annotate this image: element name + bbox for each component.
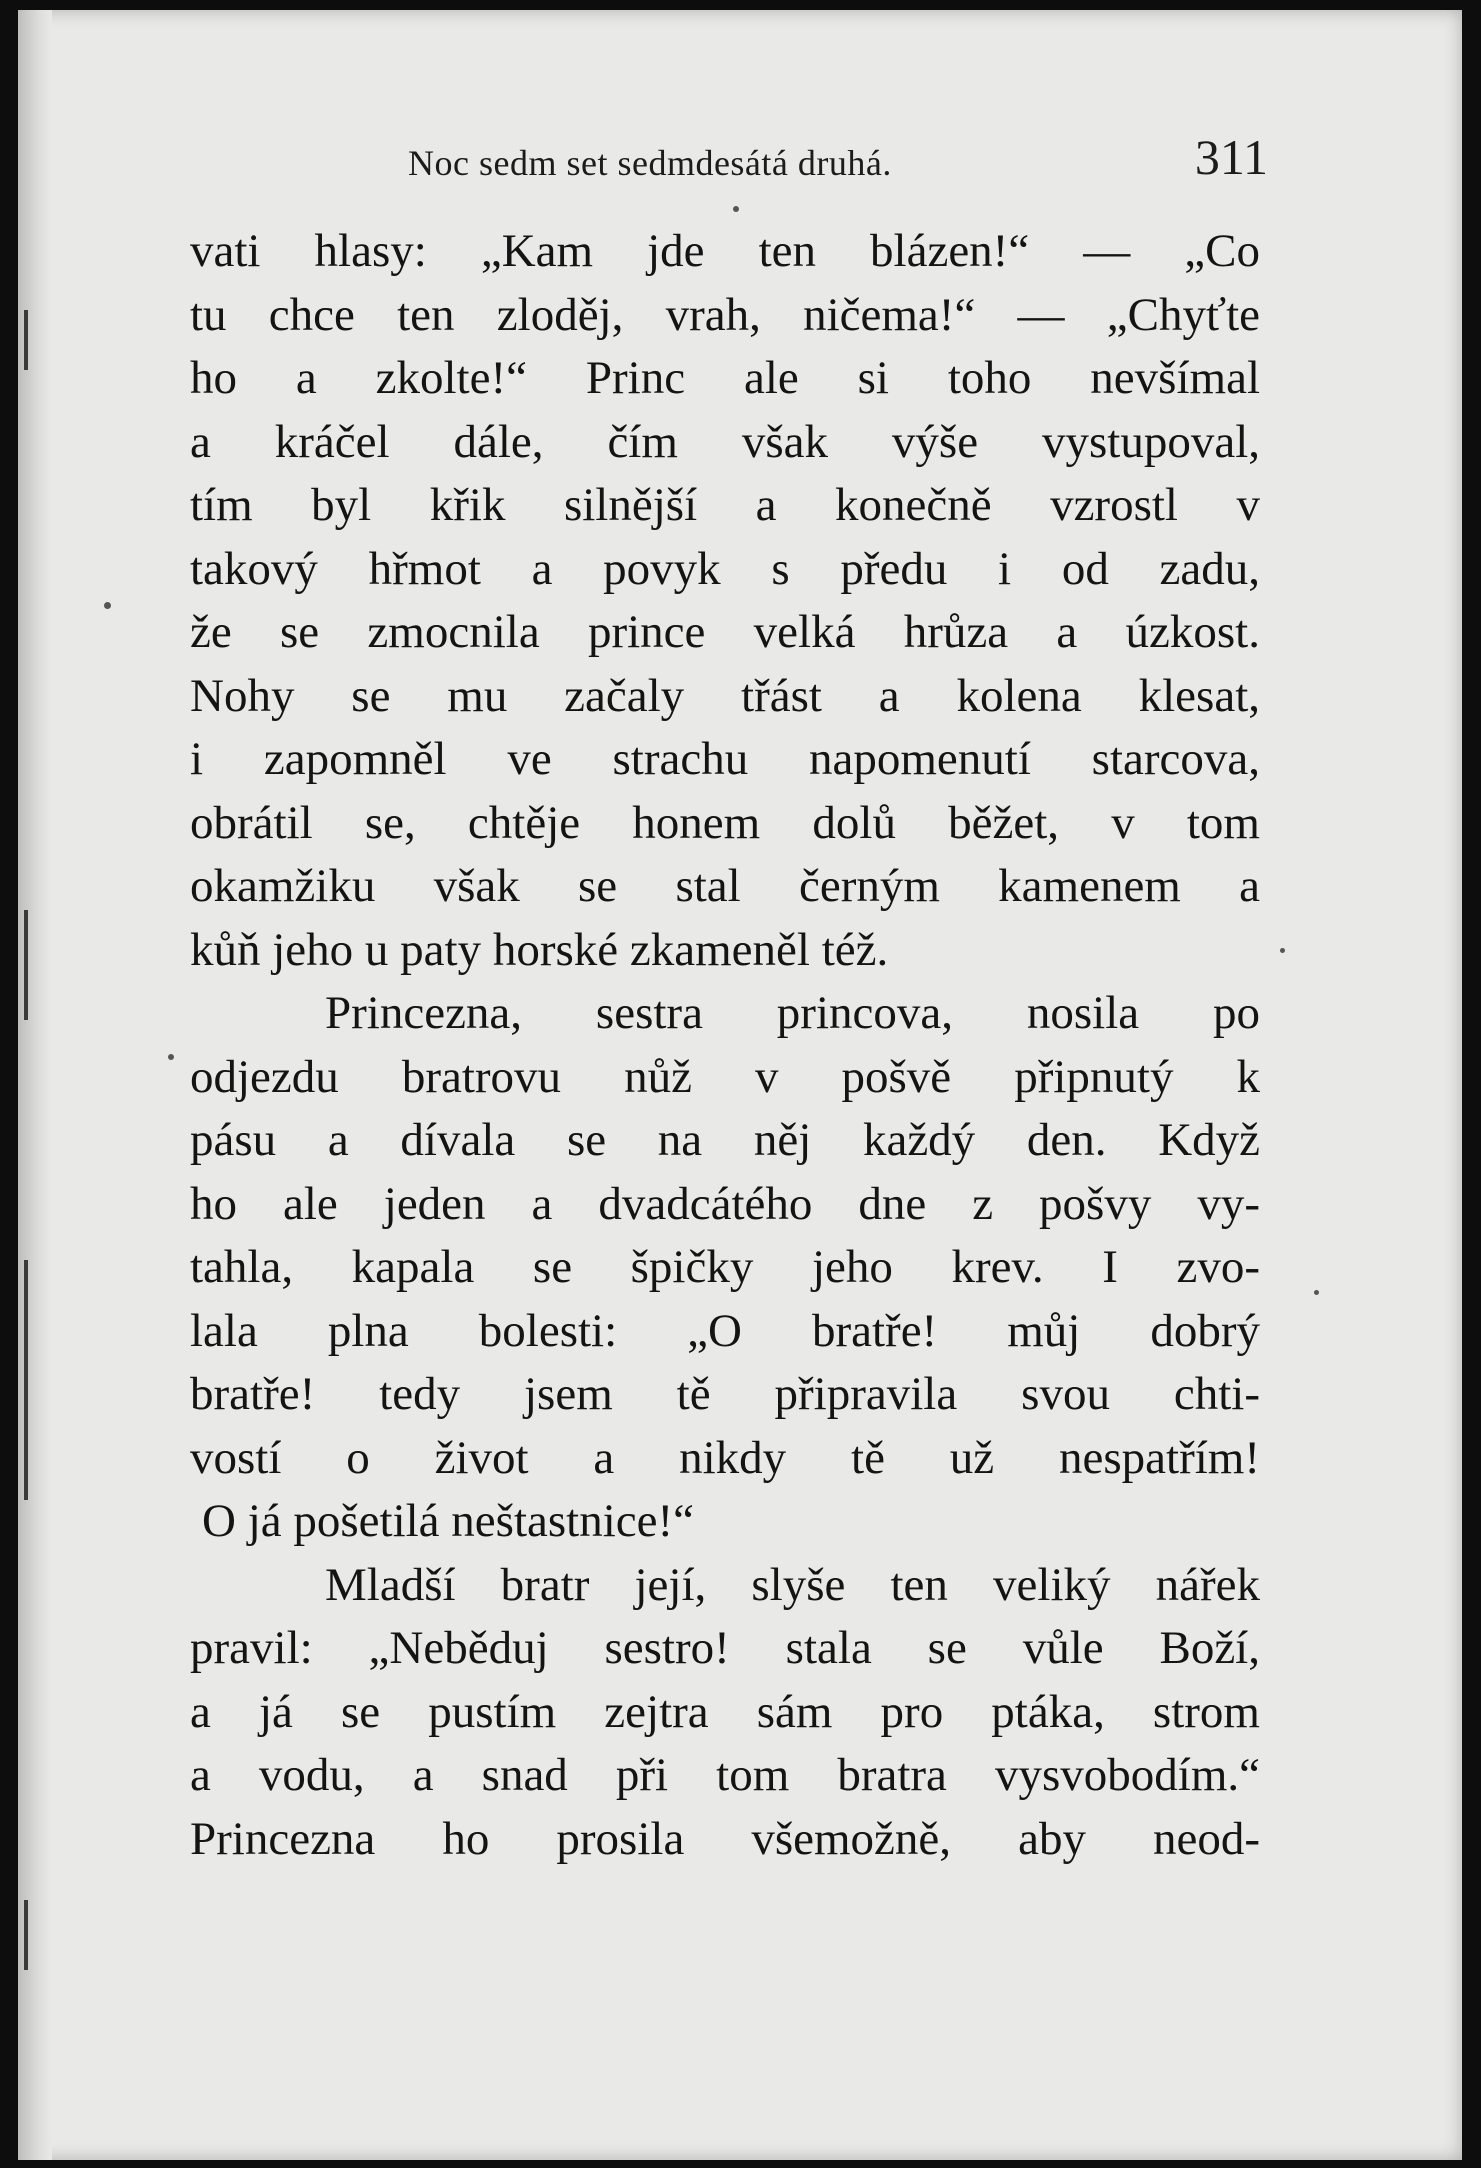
book-page [18,10,1462,2160]
paper-speck [1314,1290,1319,1295]
text-line: tahla, kapala se špičky jeho krev. I zvo- [190,1241,1260,1293]
text-line: a kráčel dále, čím však výše vystupoval, [190,415,1260,468]
text-line: ho ale jeden a dvadcátého dne z pošvy vy- [190,1177,1260,1230]
text-line: pravil: „Neběduj sestro! stala se vůle Boží, [190,1622,1260,1674]
text-line: bratře! tedy jsem tě připravila svou chti- [190,1368,1260,1420]
text-line: O já pošetilá neštastnice!“ [202,1495,695,1547]
text-line: takový hřmot a povyk s předu i od zadu, [190,542,1260,595]
paper-speck [733,206,739,212]
text-line: vostí o život a nikdy tě už nespatřím! [190,1431,1260,1484]
paragraph-start-line: Princezna, sestra princova, nosila po [325,987,1260,1039]
binding-mark [24,310,28,370]
paper-speck [1280,948,1285,953]
page-number: 311 [1194,129,1268,185]
binding-mark [24,1260,28,1500]
text-line: kůň jeho u paty horské zkameněl též. [190,923,889,976]
text-line: tu chce ten zloděj, vrah, ničema!“ — „Chyťte [190,288,1260,341]
page-header [408,128,1268,188]
text-line: Princezna ho prosila všemožně, aby neod- [190,1812,1260,1865]
text-line: Nohy se mu začaly třást a kolena klesat, [190,669,1260,722]
text-line: a vodu, a snad při tom bratra vysvobodím.“ [190,1749,1260,1801]
binding-mark [24,1900,28,1970]
text-line: ho a zkolte!“ Princ ale si toho nevšímal [190,352,1260,404]
text-line: odjezdu bratrovu nůž v pošvě připnutý k [190,1050,1260,1103]
text-line: obrátil se, chtěje honem dolů běžet, v tom [190,796,1260,849]
text-line: i zapomněl ve strachu napomenutí starcova, [190,733,1260,785]
text-line: vati hlasy: „Kam jde ten blázen!“ — „Co [190,225,1260,277]
text-line: tím byl křik silnější a konečně vzrostl v [190,479,1260,531]
text-line: lala plna bolesti: „O bratře! můj dobrý [190,1304,1260,1357]
text-line: okamžiku však se stal černým kamenem a [190,860,1260,912]
paper-speck [104,602,111,609]
body-text [190,220,1260,1871]
page-binding-edge [18,10,52,2160]
text-line: a já se pustím zejtra sám pro ptáka, strom [190,1685,1260,1738]
paper-speck [168,1054,174,1060]
text-line: že se zmocnila prince velká hrůza a úzkost. [190,606,1260,658]
running-title: Noc sedm set sedmdesátá druhá. [408,143,892,183]
binding-mark [24,910,28,1020]
text-line: pásu a dívala se na něj každý den. Když [190,1114,1260,1166]
paragraph-start-line: Mladší bratr její, slyše ten veliký nářek [325,1558,1260,1611]
